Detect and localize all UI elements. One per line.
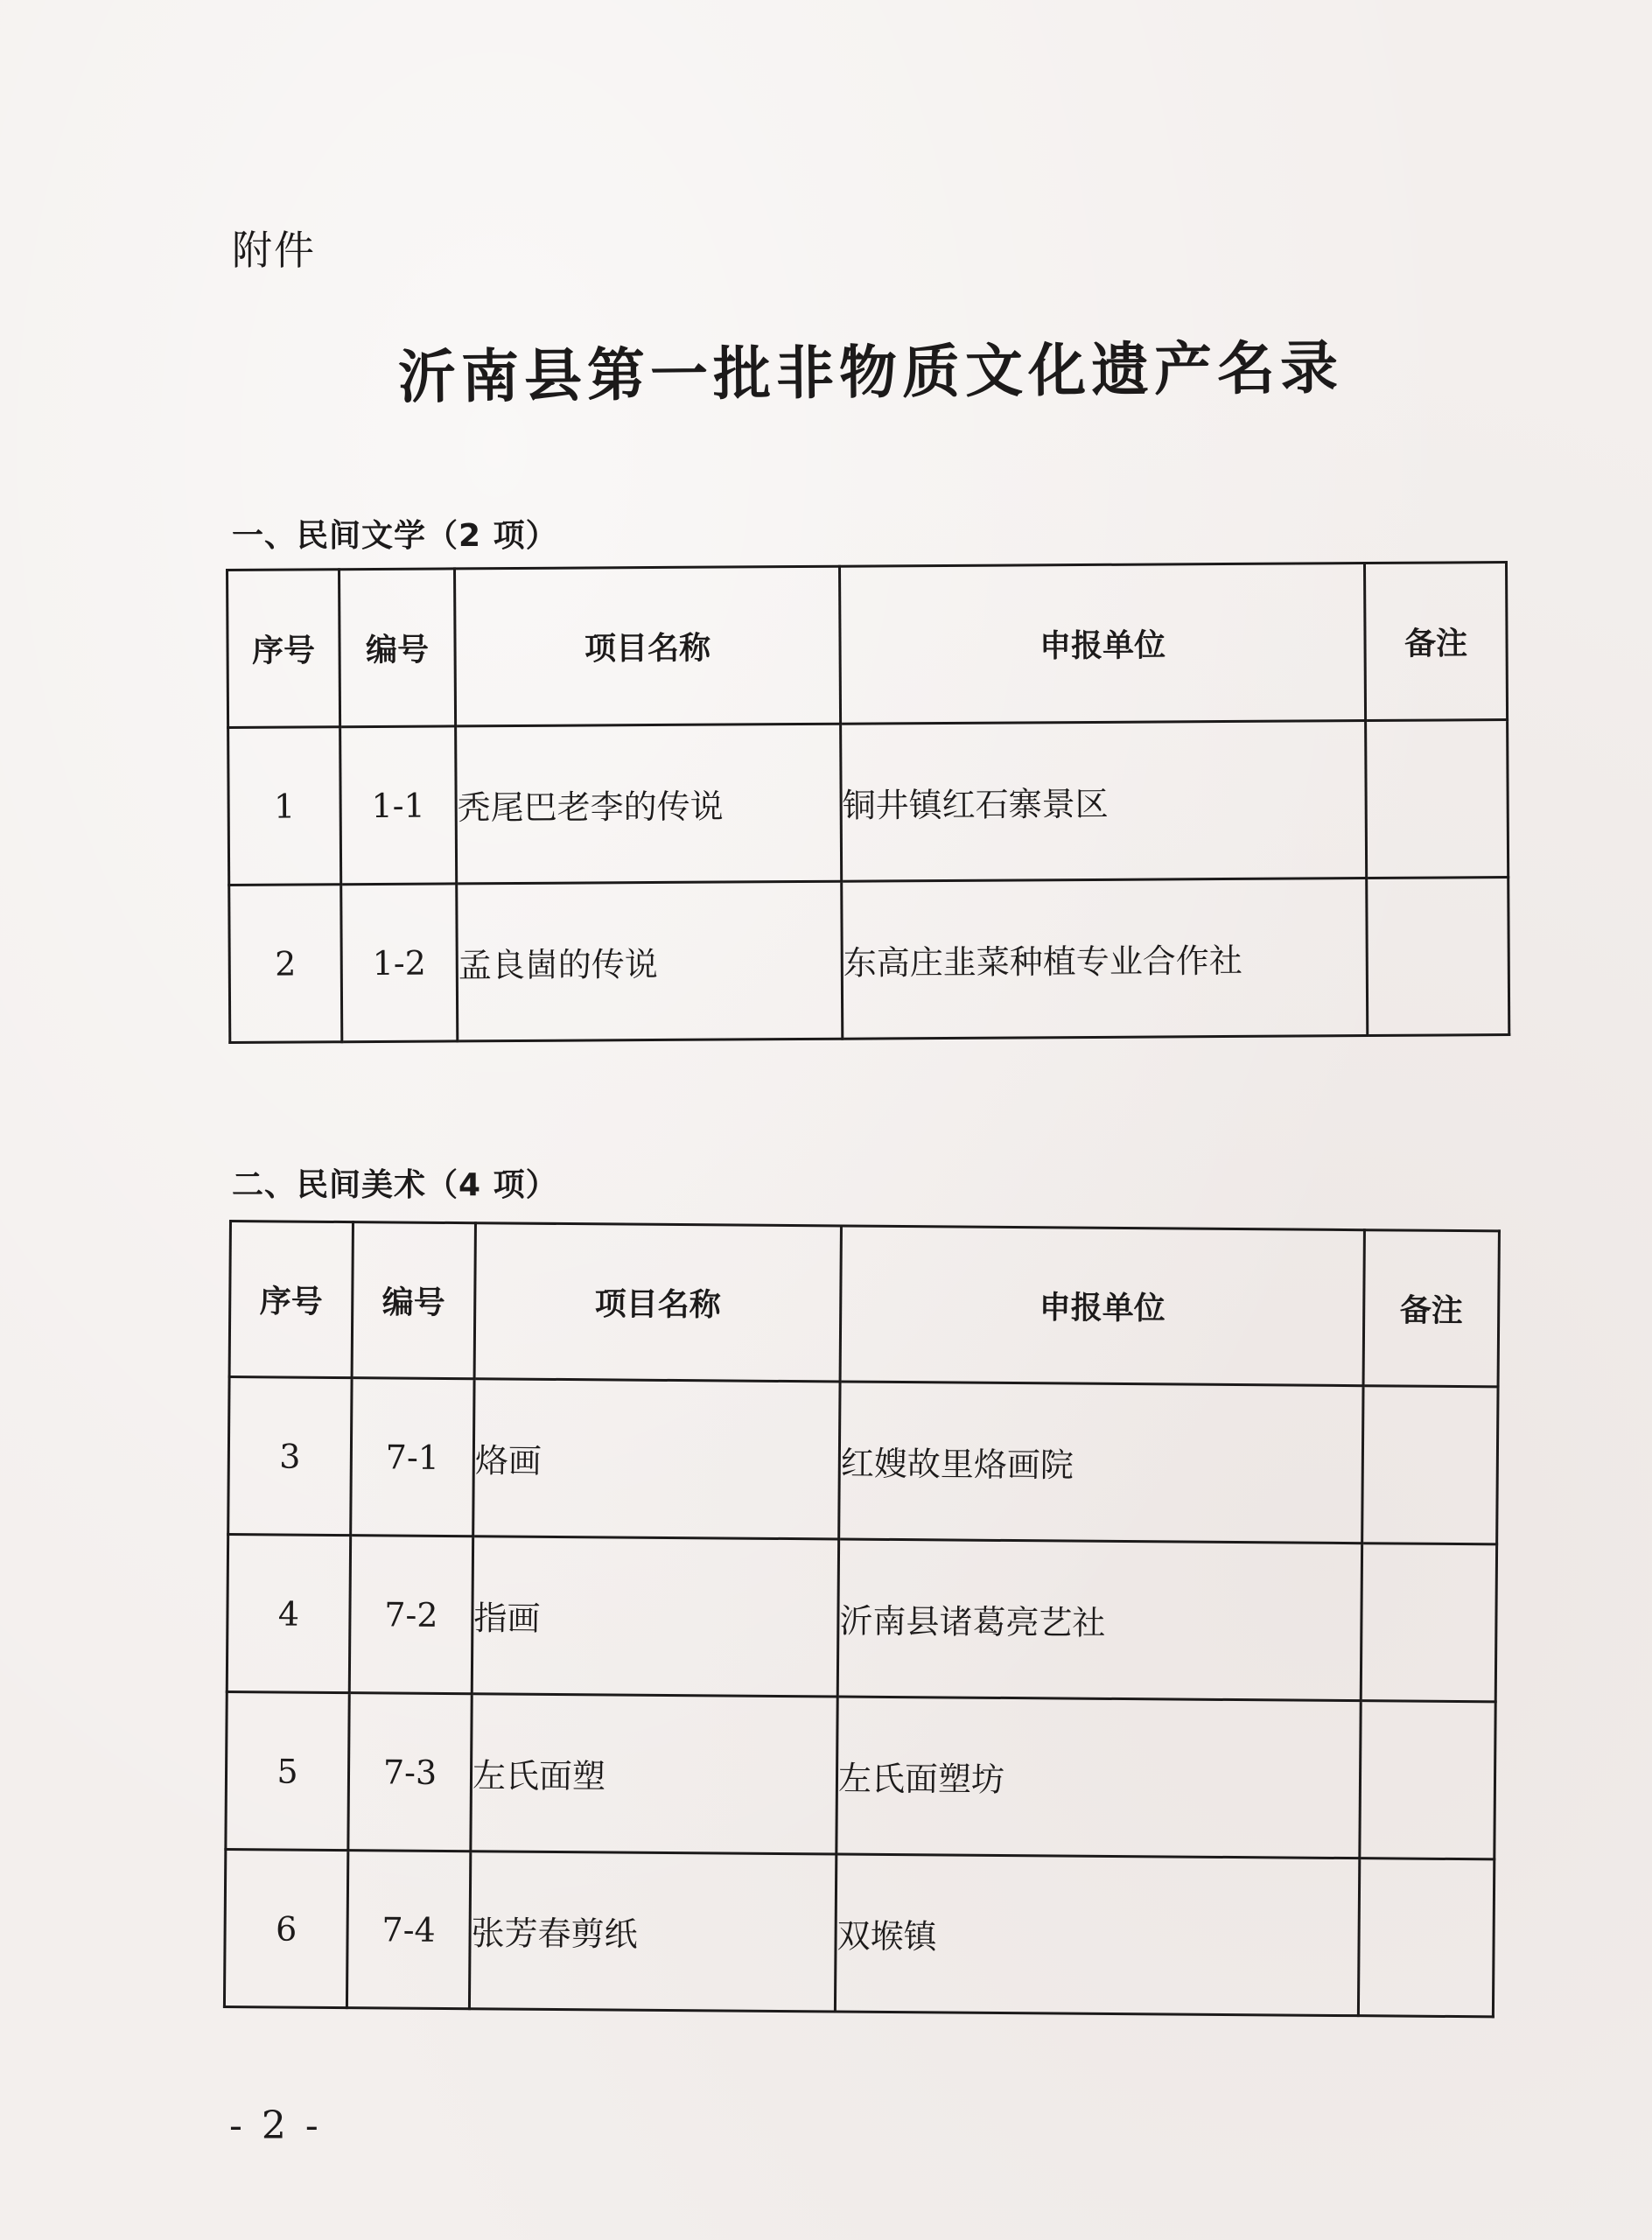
table-row [228,1377,1498,1544]
column-header-note: 备注 [1364,563,1507,721]
cell-code: 7-3 [348,1693,472,1852]
column-header-seq: 序号 [229,1222,353,1378]
cell-seq: 6 [224,1849,347,2007]
cell-note [1358,1858,1494,2017]
attachment-label: 附件 [232,227,316,274]
cell-unit: 铜井镇红石寨景区 [841,721,1367,882]
cell-unit: 红嫂故里烙画院 [839,1382,1363,1544]
cell-name: 张芳春剪纸 [469,1852,836,2012]
cell-name: 左氏面塑 [471,1694,837,1854]
folk-literature-table [226,561,1510,1044]
cell-note [1366,720,1508,878]
column-header-unit: 申报单位 [839,564,1365,724]
cell-code: 1-1 [340,726,457,885]
column-header-code: 编号 [340,569,456,727]
cell-code: 7-1 [351,1378,474,1536]
folk-art-table [223,1220,1501,2018]
cell-name: 孟良崮的传说 [457,881,843,1041]
column-header-note: 备注 [1363,1230,1499,1387]
table-row [228,720,1508,886]
cell-note [1367,878,1509,1036]
table-row [227,1535,1496,1702]
section-heading-folk-literature: 一、民间文学（2 项） [232,518,558,554]
cell-code: 1-2 [341,884,458,1042]
cell-seq: 3 [228,1377,352,1536]
cell-name: 秃尾巴老李的传说 [456,724,842,884]
column-header-seq: 序号 [228,570,340,728]
column-header-code: 编号 [352,1222,475,1379]
document-title: 沂南县第一批非物质文化遗产名录 [397,332,1344,411]
column-header-name: 项目名称 [474,1223,841,1382]
cell-seq: 2 [229,885,342,1043]
cell-unit: 双堠镇 [835,1854,1359,2016]
cell-note [1361,1544,1496,1702]
table-header-row [229,1222,1499,1387]
cell-unit: 东高庄韭菜种植专业合作社 [842,878,1368,1040]
cell-name: 烙画 [473,1379,840,1539]
table-header-row [228,563,1508,728]
cell-unit: 沂南县诸葛亮艺社 [837,1539,1362,1701]
cell-code: 7-2 [349,1536,472,1694]
table-row [224,1849,1494,2016]
page-number: - 2 - [229,2104,322,2148]
column-header-name: 项目名称 [455,566,841,726]
column-header-unit: 申报单位 [840,1226,1364,1386]
cell-seq: 4 [227,1535,350,1693]
section-heading-folk-art: 二、民间美术（4 项） [232,1167,558,1203]
cell-unit: 左氏面塑坊 [836,1697,1361,1858]
table-row [226,1691,1495,1858]
cell-note [1360,1701,1495,1859]
cell-note [1362,1386,1498,1544]
cell-seq: 1 [228,727,341,886]
cell-code: 7-4 [346,1851,470,2009]
table-row [229,878,1509,1043]
cell-name: 指画 [472,1536,838,1697]
cell-seq: 5 [226,1691,349,1850]
